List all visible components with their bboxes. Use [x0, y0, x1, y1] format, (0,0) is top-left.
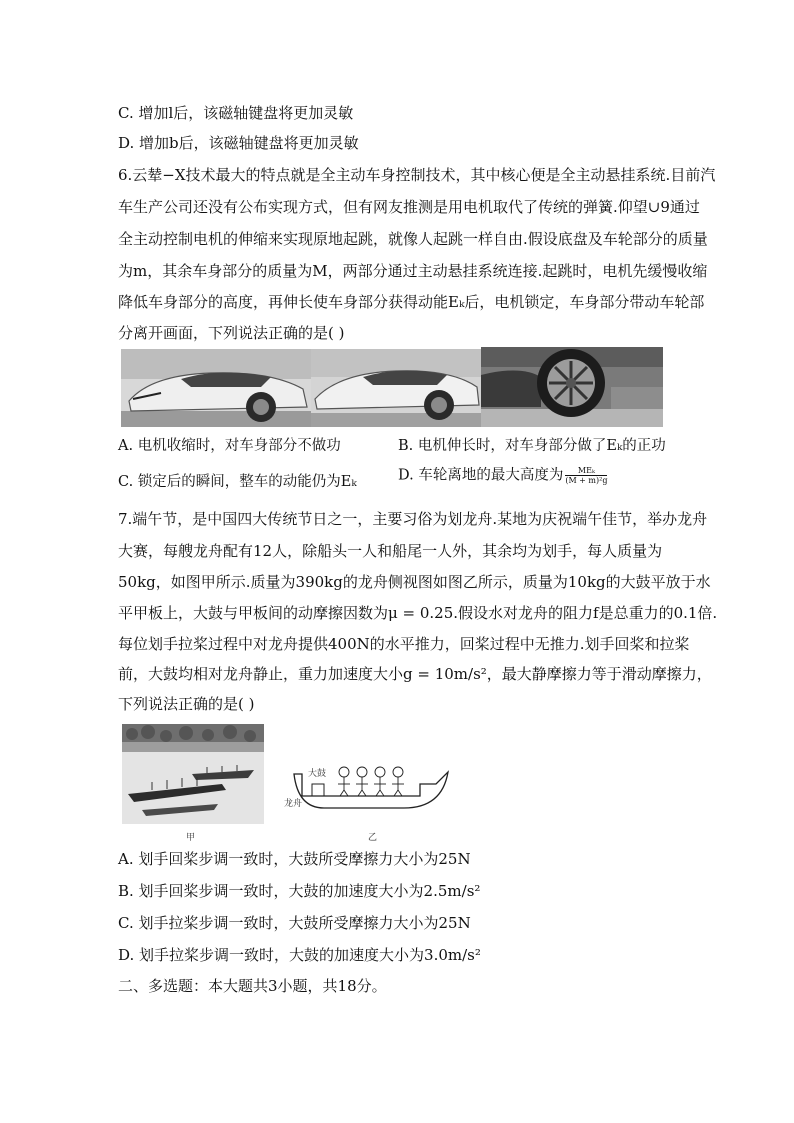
q6-line-5: 降低车身部分的高度，再伸长使车身部分获得动能Eₖ后，电机锁定，车身部分带动车轮部: [118, 293, 705, 311]
figure-yi-caption: 乙: [368, 833, 378, 843]
car-photo-1: [121, 349, 311, 427]
q7-option-a: A. 划手回桨步调一致时，大鼓所受摩擦力大小为25N: [118, 850, 471, 868]
q7-option-c: C. 划手拉桨步调一致时，大鼓所受摩擦力大小为25N: [118, 914, 471, 932]
drum-label: 大鼓: [308, 769, 327, 779]
q6-line-2: 车生产公司还没有公布实现方式，但有网友推测是用电机取代了传统的弹簧.仰望∪9通过: [118, 198, 700, 216]
fraction-denominator: (M + m)²g: [565, 476, 608, 485]
car-wheel-photo: [481, 347, 663, 427]
q7-line-7: 下列说法正确的是( ): [118, 695, 255, 713]
boat-label: 龙舟: [284, 799, 303, 809]
q7-option-d: D. 划手拉桨步调一致时，大鼓的加速度大小为3.0m/s²: [118, 946, 481, 964]
q6-option-c: C. 锁定后的瞬间，整车的动能仍为Eₖ: [118, 474, 357, 490]
q6-option-b: B. 电机伸长时，对车身部分做了Eₖ的正功: [398, 438, 666, 454]
q7-line-4: 平甲板上，大鼓与甲板间的动摩擦因数为μ = 0.25.假设水对龙舟的阻力f是总重力的0.1倍.: [118, 604, 718, 622]
q6-option-d-text: D. 车轮离地的最大高度为: [398, 467, 564, 484]
q7-line-5: 每位划手拉桨过程中对龙舟提供400N的水平推力，回桨过程中无推力.划手回桨和拉桨: [118, 635, 690, 653]
q7-line-3: 50kg，如图甲所示.质量为390kg的龙舟侧视图如图乙所示，质量为10kg的大鼓平放于水: [118, 573, 711, 591]
dragon-boat-photo: [122, 724, 264, 824]
figure-jia-caption: 甲: [186, 833, 196, 843]
height-fraction: [565, 466, 607, 485]
q6-line-4: 为m，其余车身部分的质量为M，两部分通过主动悬挂系统连接.起跳时，电机先缓慢收缩: [118, 262, 708, 280]
section-heading: 二、多选题：本大题共3小题，共18分。: [118, 977, 387, 995]
car-photo-2: [311, 349, 481, 427]
q6-option-a: A. 电机收缩时，对车身部分不做功: [118, 438, 341, 454]
fraction-numerator: MEₖ: [565, 466, 607, 476]
q6-option-d: [398, 466, 607, 485]
q6-line-1: 6.云辇−X技术最大的特点就是全主动车身控制技术，其中核心便是全主动悬挂系统.目前汽: [118, 166, 716, 184]
q7-line-2: 大赛，每艘龙舟配有12人，除船头一人和船尾一人外，其余均为划手，每人质量为: [118, 542, 663, 560]
q7-line-6: 前，大鼓均相对龙舟静止，重力加速度大小g = 10m/s²，最大静摩擦力等于滑动摩擦力，: [118, 665, 712, 683]
q5-option-c: C. 增加l后，该磁轴键盘将更加灵敏: [118, 104, 354, 122]
q6-line-6: 分离开画面，下列说法正确的是( ): [118, 324, 345, 342]
q7-option-b: B. 划手回桨步调一致时，大鼓的加速度大小为2.5m/s²: [118, 882, 481, 900]
q7-line-1: 7.端午节，是中国四大传统节日之一，主要习俗为划龙舟.某地为庆祝端午佳节，举办龙舟: [118, 510, 708, 528]
q6-line-3: 全主动控制电机的伸缩来实现原地起跳，就像人起跳一样自由.假设底盘及车轮部分的质量: [118, 230, 708, 248]
q5-option-d: D. 增加b后，该磁轴键盘将更加灵敏: [118, 134, 359, 152]
